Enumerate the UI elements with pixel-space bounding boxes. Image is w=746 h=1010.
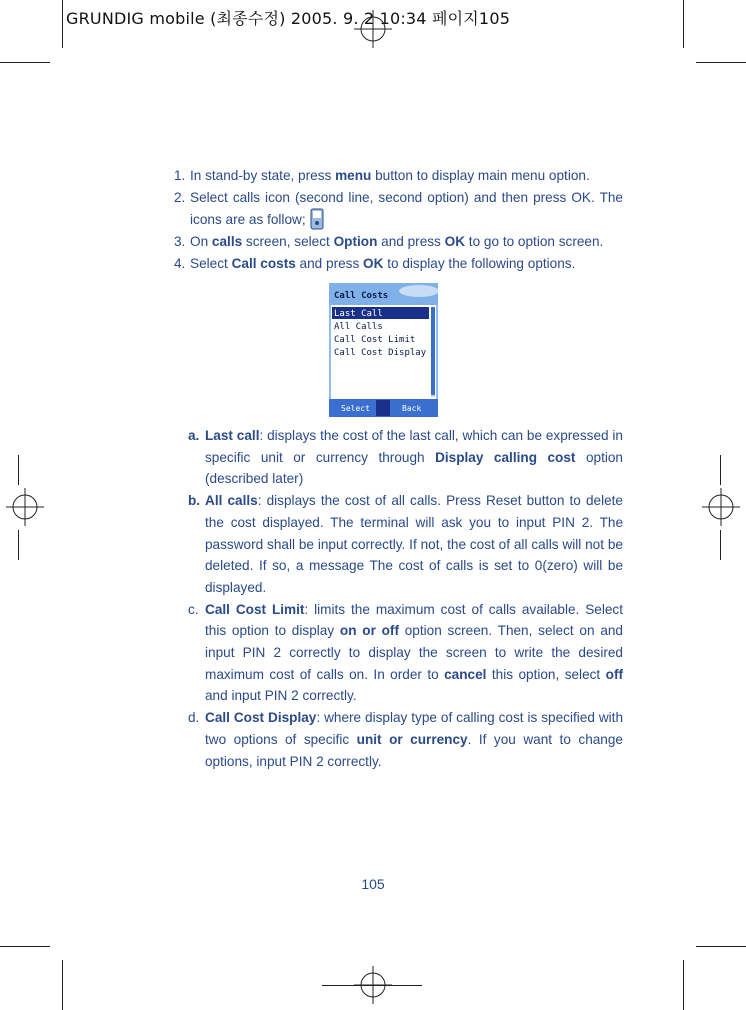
registration-line-right-b: [720, 530, 721, 560]
crop-mark-top-right-v: [683, 0, 684, 48]
step-2: 2. Select calls icon (second line, second option) and then press OK. The icons are as follow;: [174, 187, 623, 231]
crop-mark-top-right-h: [696, 62, 746, 63]
crop-mark-bottom-left-v: [62, 960, 63, 1010]
option-a-last-call: a. Last call: displays the cost of the last call, which can be expressed in specific unit or currency through Display calling cost option (described later): [188, 428, 623, 487]
crop-mark-bottom-left-h: [0, 946, 50, 947]
registration-line-bottom: [322, 985, 422, 986]
soft-key-back: Back: [402, 404, 422, 413]
phone-title: Call Costs: [334, 291, 389, 301]
phone-screen-call-costs: [329, 283, 438, 417]
registration-line-right: [720, 455, 721, 485]
option-c-call-cost-limit: c. Call Cost Limit: limits the maximum cost of calls available. Select this option to display on or off option screen. Then, select on and input PIN 2 correctly to display the screen to write the desired maximum cost of calls on. In order to cancel this option, select off and input PIN 2 correctly.: [188, 601, 623, 704]
instruction-steps: [174, 165, 623, 275]
option-b-all-calls: b. All calls: displays the cost of all calls. Press Reset button to delete the cost displayed. The terminal will ask you to input PIN 2. The password shall be input correctly. If not, the cost of all calls will not be deleted. If so, a message The cost of calls is set to 0(zero) will be displayed.: [188, 493, 623, 595]
phone-item-call-cost-limit: Call Cost Limit: [334, 335, 416, 345]
calls-phone-icon: [310, 208, 324, 230]
option-list: [188, 425, 623, 772]
page-number: 105: [361, 876, 385, 892]
phone-item-last-call: Last Call: [334, 309, 383, 319]
option-d-call-cost-display: d. Call Cost Display: where display type of calling cost is specified with two options of specific unit or currency. If you want to change options, input PIN 2 correctly.: [188, 710, 624, 769]
step-3: 3. On calls screen, select Option and press OK to go to option screen.: [174, 234, 604, 250]
step-1: 1. In stand-by state, press menu button to display main menu option.: [174, 168, 590, 183]
registration-line-left-b: [18, 530, 19, 560]
soft-key-select: Select: [341, 404, 370, 413]
phone-item-all-calls: All Calls: [334, 322, 383, 332]
registration-mark-right: [702, 488, 740, 526]
print-header: GRUNDIG mobile (최종수정) 2005. 9. 2 10:34 페이지105: [66, 9, 511, 28]
registration-mark-left: [6, 488, 44, 526]
crop-mark-bottom-right-h: [696, 946, 746, 947]
step-4: 4. Select Call costs and press OK to display the following options.: [174, 255, 576, 271]
crop-mark-bottom-right-v: [683, 960, 684, 1010]
crop-mark-top-left-h: [0, 62, 50, 63]
phone-item-call-cost-display: Call Cost Display: [334, 348, 427, 358]
crop-mark-top-left-v: [62, 0, 63, 48]
registration-line-left: [18, 455, 19, 485]
